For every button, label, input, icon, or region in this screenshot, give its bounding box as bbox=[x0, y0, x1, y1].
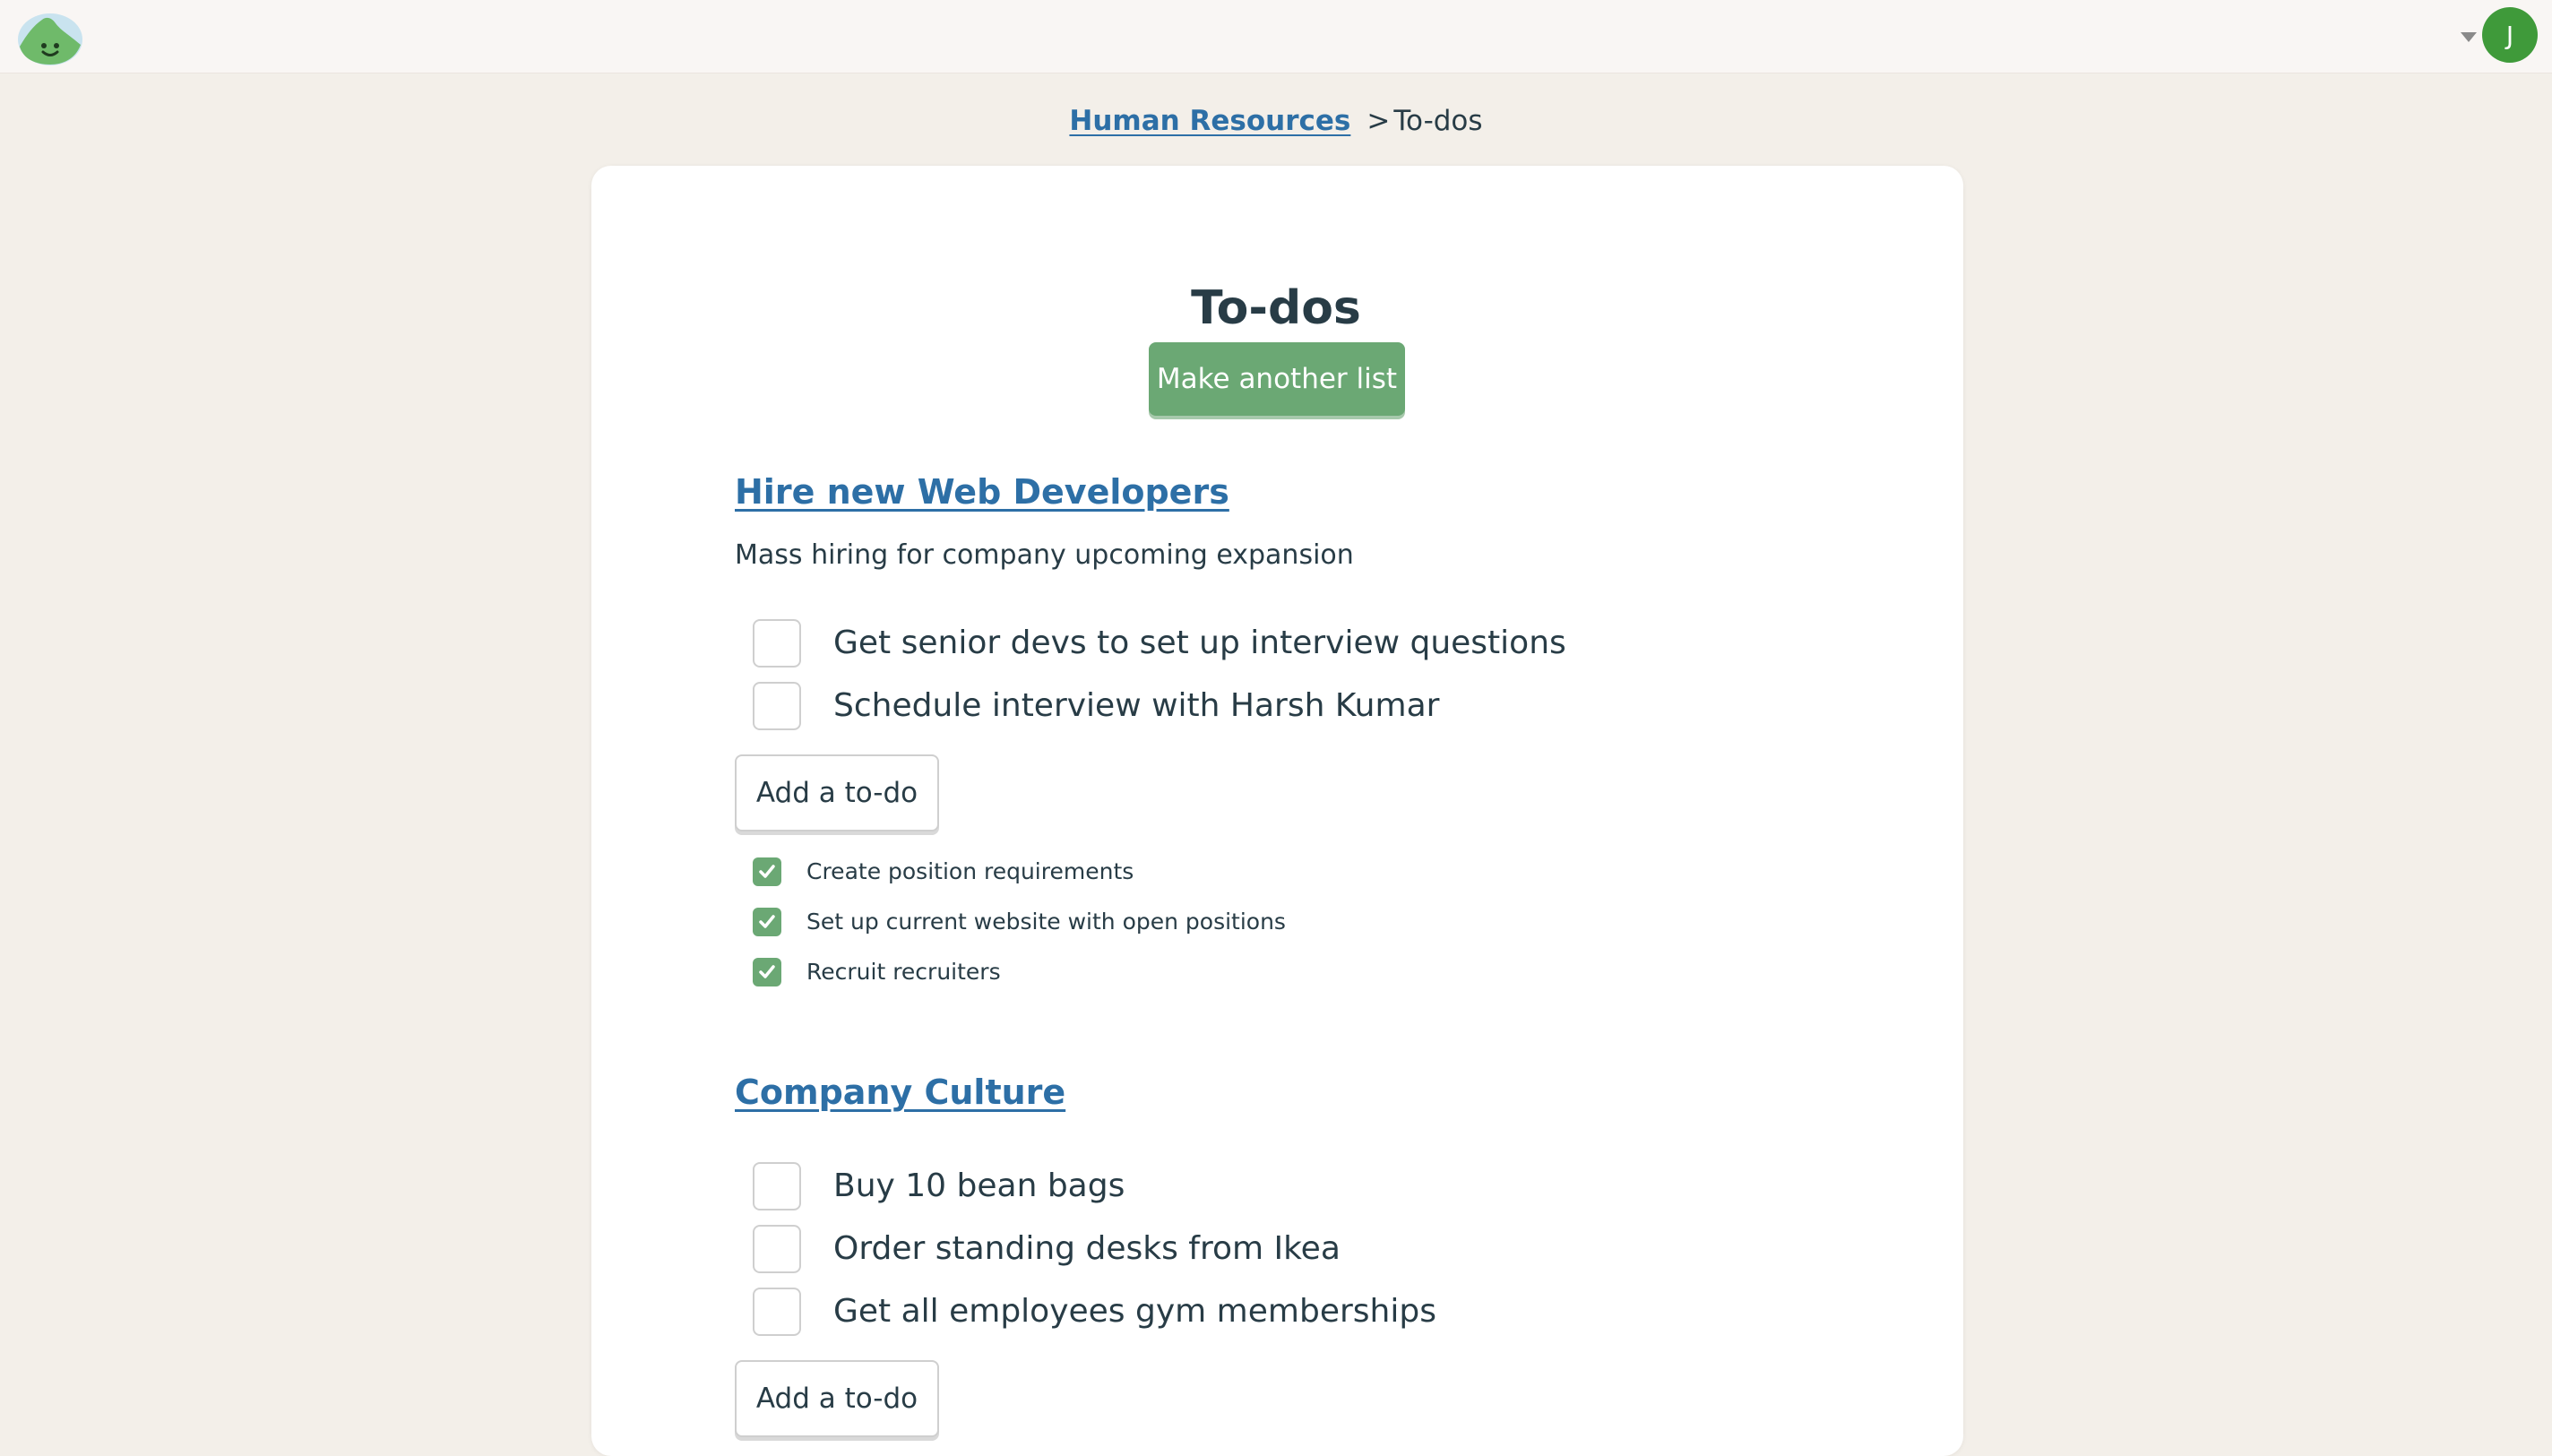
checked-checkbox[interactable] bbox=[753, 908, 781, 936]
breadcrumb-current: To-dos bbox=[1393, 105, 1483, 137]
todo-label[interactable]: Get senior devs to set up interview questions bbox=[833, 625, 1566, 661]
todo-checkbox[interactable] bbox=[753, 619, 801, 668]
todo-label[interactable]: Schedule interview with Harsh Kumar bbox=[833, 687, 1440, 724]
checked-checkbox[interactable] bbox=[753, 958, 781, 986]
todo-checkbox[interactable] bbox=[753, 1225, 801, 1273]
top-bar bbox=[0, 0, 2552, 73]
completed-todo-item[interactable] bbox=[753, 854, 1134, 890]
add-todo-button[interactable]: Add a to-do bbox=[735, 1360, 939, 1437]
checkmark-icon bbox=[757, 912, 777, 932]
completed-todo-label[interactable]: Create position requirements bbox=[806, 858, 1134, 884]
breadcrumb-project-link[interactable]: Human Resources bbox=[1069, 105, 1351, 137]
todo-item[interactable] bbox=[753, 681, 1439, 731]
user-menu[interactable] bbox=[2461, 6, 2538, 64]
todo-checkbox[interactable] bbox=[753, 1288, 801, 1336]
checkmark-icon bbox=[757, 962, 777, 982]
avatar[interactable]: J bbox=[2482, 7, 2538, 63]
todo-checkbox[interactable] bbox=[753, 1162, 801, 1210]
completed-todo-item[interactable] bbox=[753, 954, 1001, 990]
todo-label[interactable]: Buy 10 bean bags bbox=[833, 1167, 1125, 1204]
todo-item[interactable] bbox=[753, 1287, 1436, 1337]
todo-item[interactable] bbox=[753, 618, 1566, 668]
page-title: To-dos bbox=[1191, 281, 1361, 335]
completed-todo-label[interactable]: Recruit recruiters bbox=[806, 959, 1001, 985]
todo-item[interactable] bbox=[753, 1161, 1125, 1211]
chevron-down-icon[interactable] bbox=[2461, 32, 2477, 42]
add-todo-button[interactable]: Add a to-do bbox=[735, 754, 939, 831]
todo-item[interactable] bbox=[753, 1224, 1341, 1274]
make-another-list-button[interactable]: Make another list bbox=[1149, 342, 1405, 416]
todo-label[interactable]: Get all employees gym memberships bbox=[833, 1293, 1436, 1330]
breadcrumb bbox=[0, 100, 2552, 142]
list-title-hire-web-developers[interactable]: Hire new Web Developers bbox=[735, 472, 1229, 512]
basecamp-logo-icon[interactable] bbox=[16, 7, 84, 66]
breadcrumb-separator: > bbox=[1367, 105, 1391, 137]
todo-label[interactable]: Order standing desks from Ikea bbox=[833, 1230, 1341, 1267]
checkmark-icon bbox=[757, 862, 777, 882]
list-description: Mass hiring for company upcoming expansion bbox=[735, 539, 1354, 571]
todo-checkbox[interactable] bbox=[753, 682, 801, 730]
completed-todo-label[interactable]: Set up current website with open positions bbox=[806, 909, 1286, 935]
list-title-company-culture[interactable]: Company Culture bbox=[735, 1073, 1066, 1112]
completed-todo-item[interactable] bbox=[753, 904, 1286, 940]
checked-checkbox[interactable] bbox=[753, 857, 781, 886]
